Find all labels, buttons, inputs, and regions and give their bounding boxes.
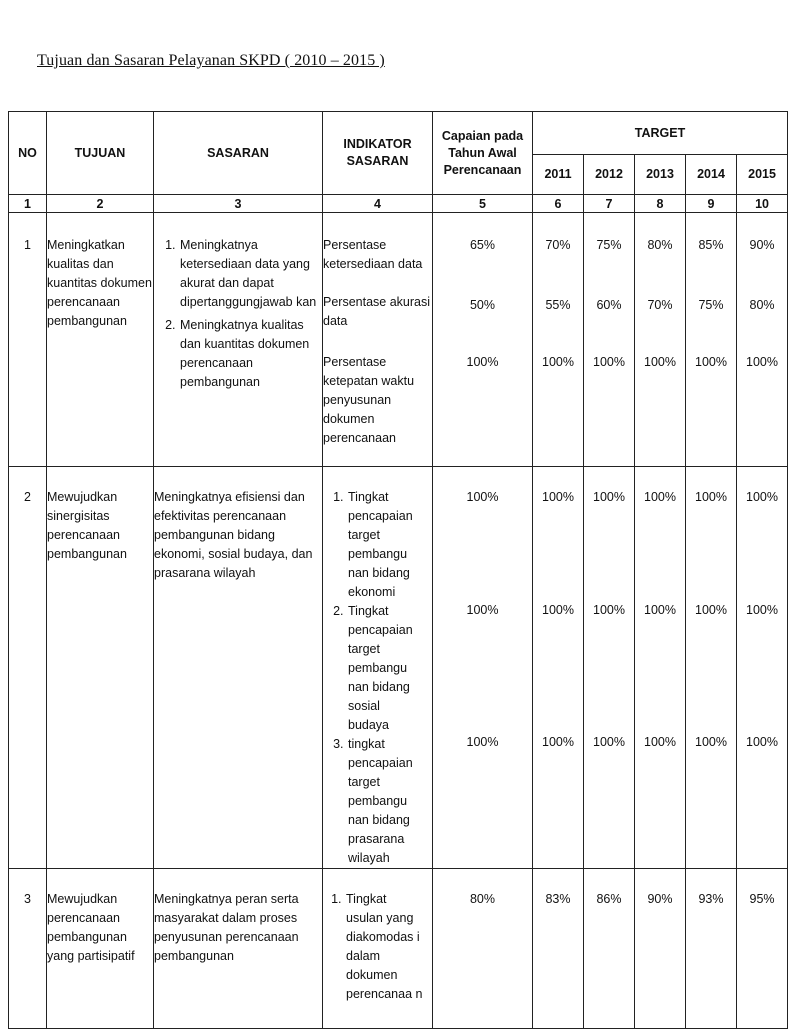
target-value: 55%: [545, 298, 571, 312]
target-value: 100%: [593, 355, 625, 369]
target-value: 100%: [644, 603, 676, 617]
target-value: 70%: [545, 238, 571, 252]
header-capaian: Capaian pada Tahun Awal Perencanaan: [433, 112, 533, 195]
target-value: 100%: [542, 355, 574, 369]
target-cell: [686, 213, 737, 467]
target-value: 60%: [596, 298, 622, 312]
target-value: 100%: [695, 490, 727, 504]
target-value: 100%: [746, 603, 779, 617]
table-row: [9, 869, 788, 1029]
capaian-cell: 80%: [433, 869, 533, 1029]
column-number-row: [9, 195, 788, 213]
capaian-value: 100%: [466, 735, 499, 749]
target-cell: 83%: [533, 869, 584, 1029]
target-value: 100%: [695, 355, 727, 369]
header-sasaran: SASARAN: [154, 112, 323, 195]
target-cell: 90%: [635, 869, 686, 1029]
sasaran-cell: Meningkatnya efisiensi dan efektivitas perencanaan pembangunan bidang ekonomi, sosial budaya, dan prasarana wilayah: [154, 467, 323, 869]
target-value: 80%: [749, 298, 775, 312]
target-value: 80%: [647, 238, 673, 252]
target-value: 100%: [644, 355, 676, 369]
target-value: 100%: [542, 603, 574, 617]
target-value: 100%: [644, 735, 676, 749]
capaian-value: 100%: [466, 603, 499, 617]
indikator-cell: [323, 869, 433, 1029]
target-cell: 93%: [686, 869, 737, 1029]
target-cell: [584, 213, 635, 467]
row-number: 1: [9, 213, 47, 467]
document-title: Tujuan dan Sasaran Pelayanan SKPD ( 2010 – 2015 ): [37, 52, 385, 69]
target-cell: [584, 467, 635, 869]
indikator-item: Persentase ketersediaan data: [323, 238, 423, 271]
header-year: 2011: [533, 155, 584, 195]
target-value: 100%: [644, 490, 676, 504]
sasaran-cell: Meningkatnya peran serta masyarakat dalam proses penyusunan perencanaan pembangunan: [154, 869, 323, 1029]
tujuan-cell: Mewujudkan perencanaan pembangunan yang partisipatif: [47, 869, 154, 1029]
capaian-value: 100%: [466, 355, 499, 369]
column-number: 9: [686, 195, 737, 213]
column-number: 5: [433, 195, 533, 213]
target-cell: [635, 467, 686, 869]
target-value: 100%: [746, 490, 779, 504]
column-number: 6: [533, 195, 584, 213]
column-number: 8: [635, 195, 686, 213]
indikator-cell: [323, 467, 433, 869]
column-number: 1: [9, 195, 47, 213]
column-number: 2: [47, 195, 154, 213]
header-year: 2013: [635, 155, 686, 195]
target-cell: [635, 213, 686, 467]
table-row: [9, 213, 788, 467]
target-value: 100%: [542, 735, 574, 749]
capaian-value: 100%: [466, 490, 499, 504]
target-value: 100%: [695, 603, 727, 617]
target-value: 100%: [542, 490, 574, 504]
column-number: 10: [737, 195, 788, 213]
tujuan-cell: Mewujudkan sinergisitas perencanaan pembangunan: [47, 467, 154, 869]
indikator-item: 1. Tingkat usulan yang diakomodas i dalam dokumen perencanaa n: [345, 890, 424, 1004]
target-value: 75%: [596, 238, 622, 252]
table-row: [9, 467, 788, 869]
indikator-item: 1. Tingkat pencapaian target pembangu nan bidang ekonomi: [347, 488, 424, 602]
target-value: 100%: [593, 735, 625, 749]
target-value: 90%: [749, 238, 775, 252]
target-value: 100%: [695, 735, 727, 749]
header-indikator: INDIKATOR SASARAN: [323, 112, 433, 195]
target-value: 100%: [593, 490, 625, 504]
header-year: 2014: [686, 155, 737, 195]
sasaran-item: 1. Meningkatnya ketersediaan data yang akurat dan dapat dipertanggungjawab kan: [179, 236, 320, 312]
target-value: 100%: [593, 603, 625, 617]
row-number: 3: [9, 869, 47, 1029]
indikator-item: Persentase ketepatan waktu penyusunan dokumen perencanaan: [323, 355, 415, 445]
target-value: 100%: [746, 355, 779, 369]
header-year: 2012: [584, 155, 635, 195]
header-year: 2015: [737, 155, 788, 195]
sasaran-item: 2. Meningkatnya kualitas dan kuantitas dokumen perencanaan pembangunan: [179, 316, 320, 392]
column-number: 4: [323, 195, 433, 213]
target-cell: 86%: [584, 869, 635, 1029]
target-value: 70%: [647, 298, 673, 312]
indikator-item: Persentase akurasi data: [323, 295, 431, 328]
target-value: 75%: [698, 298, 724, 312]
target-cell: 95%: [737, 869, 788, 1029]
target-value: 100%: [746, 735, 779, 749]
indikator-item: 3. tingkat pencapaian target pembangu nan bidang prasarana wilayah: [347, 735, 424, 868]
column-number: 3: [154, 195, 323, 213]
capaian-value: 65%: [469, 238, 496, 252]
target-cell: [737, 213, 788, 467]
header-tujuan: TUJUAN: [47, 112, 154, 195]
capaian-cell: [433, 213, 533, 467]
header-no: NO: [9, 112, 47, 195]
indikator-cell: [323, 213, 433, 467]
indikator-item: 2. Tingkat pencapaian target pembangu nan bidang sosial budaya: [347, 602, 424, 735]
capaian-cell: [433, 467, 533, 869]
target-cell: [533, 213, 584, 467]
target-cell: [686, 467, 737, 869]
column-number: 7: [584, 195, 635, 213]
target-cell: [737, 467, 788, 869]
target-cell: [533, 467, 584, 869]
capaian-value: 50%: [469, 298, 496, 312]
header-target: TARGET: [533, 112, 788, 155]
row-number: 2: [9, 467, 47, 869]
objectives-table: [8, 111, 788, 1029]
target-value: 85%: [698, 238, 724, 252]
sasaran-cell: [154, 213, 323, 467]
tujuan-cell: Meningkatkan kualitas dan kuantitas dokumen perencanaan pembangunan: [47, 213, 154, 467]
